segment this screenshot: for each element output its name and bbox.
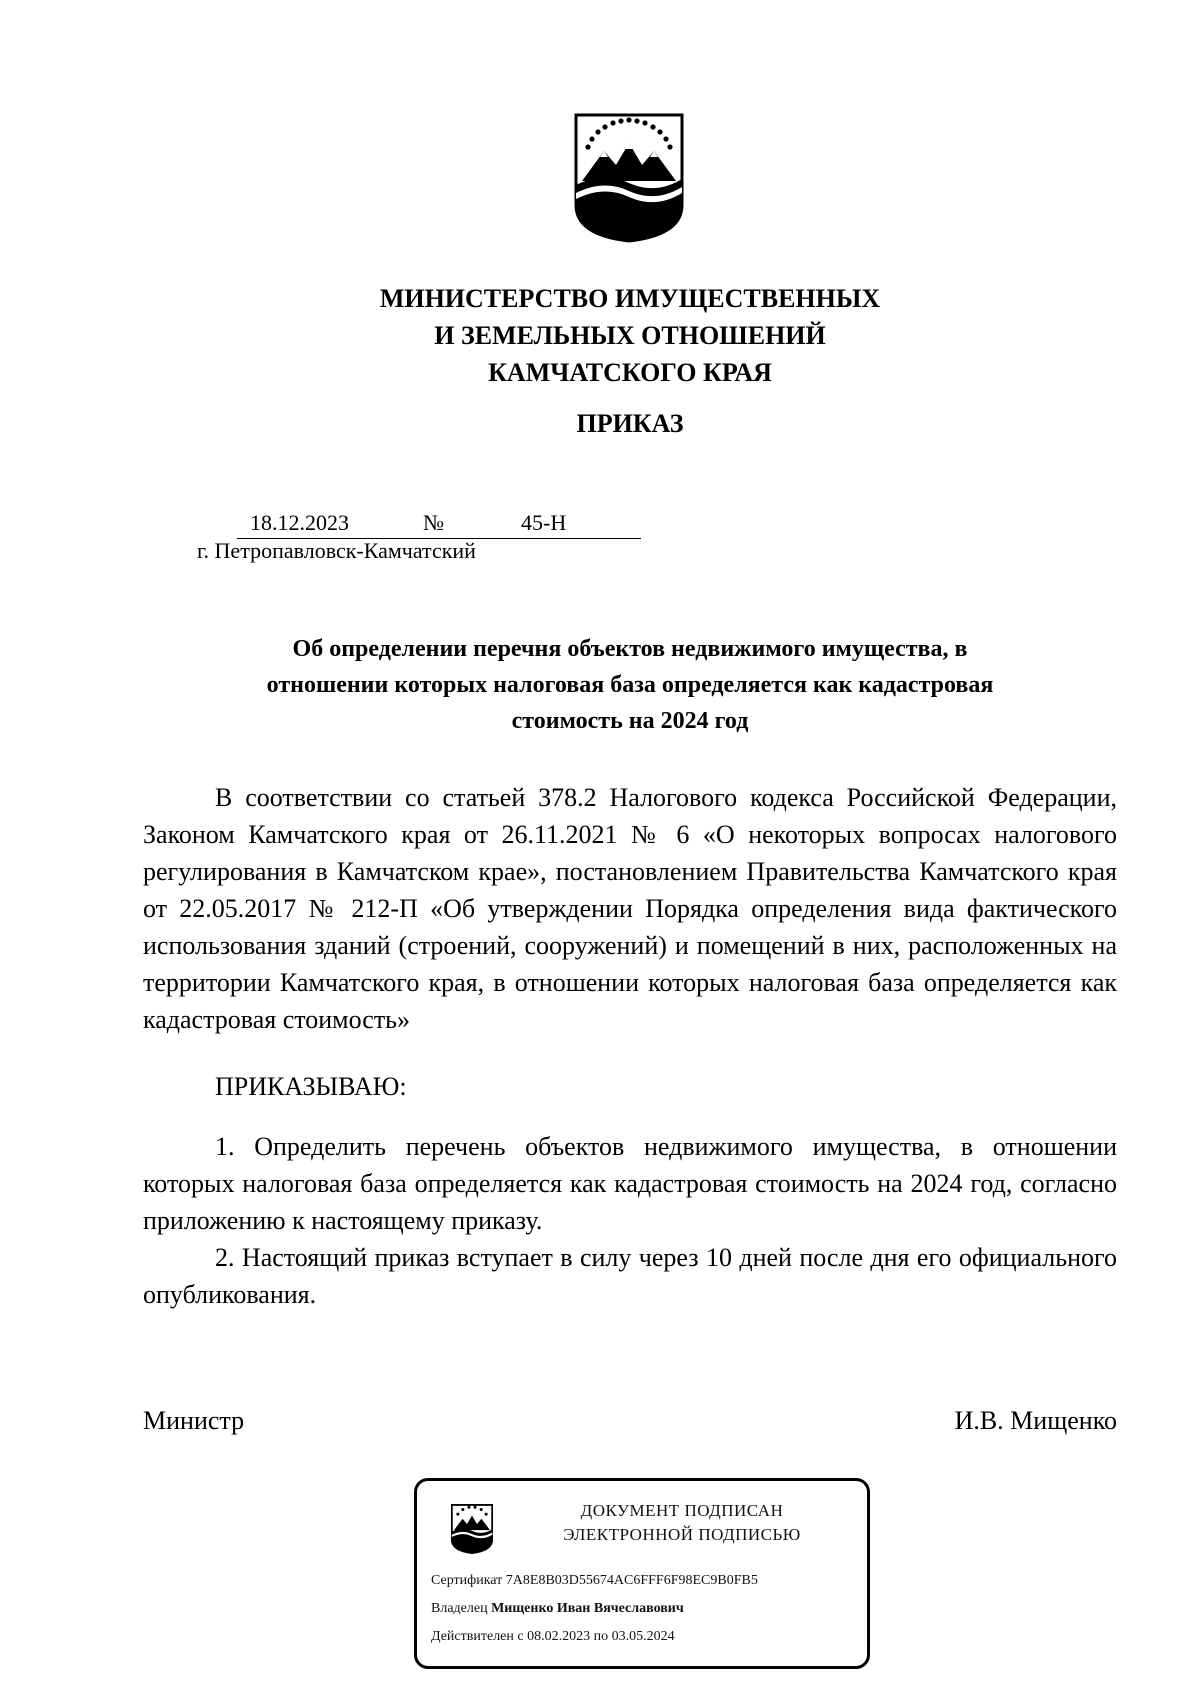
order-item-2: 2. Настоящий приказ вступает в силу через 10 дней после дня его официального опубликования. [143, 1243, 1117, 1309]
subject-line-2: отношении которых налоговая база определяется как кадастровая [266, 672, 994, 698]
ministry-line-2: И ЗЕМЕЛЬНЫХ ОТНОШЕНИЙ [434, 321, 826, 350]
command-word: ПРИКАЗЫВАЮ: [215, 1072, 407, 1101]
order-date-number-line [237, 510, 641, 539]
preamble-paragraph: В соответствии со статьей 378.2 Налогового кодекса Российской Федерации, Законом Камчатского края от 26.11.2021 № 6 «О некоторых вопросах налогового регулирования в Камчатском крае», постановлением Правительства Камчатского края от 22.05.2017 № 212-П «Об утверждении Порядка определения вида фактического использования зданий (строений, сооружений) и помещений в них, расположенных на территории Камчатского края, в отношении которых налоговая база определяется как кадастровая стоимость» [143, 783, 1117, 1034]
certificate-value: 7A8E8B03D55674AC6FFF6F98EC9B0FB5 [505, 1573, 758, 1588]
document-type: ПРИКАЗ [576, 409, 684, 438]
certificate-label: Сертификат [431, 1573, 503, 1588]
stamp-certificate [431, 1573, 758, 1589]
ministry-line-1: МИНИСТЕРСТВО ИМУЩЕСТВЕННЫХ [379, 284, 881, 313]
stamp-validity [431, 1629, 675, 1645]
subject-line-1: Об определении перечня объектов недвижимого имущества, в [292, 636, 968, 662]
order-item-1: 1. Определить перечень объектов недвижимого имущества, в отношении которых налоговая база определяется как кадастровая стоимость на 2024 год, согласно приложению к настоящему приказу. [143, 1132, 1117, 1235]
order-date: 18.12.2023 [250, 510, 349, 535]
ministry-name [200, 280, 1060, 391]
ministry-line-3: КАМЧАТСКОГО КРАЯ [488, 358, 772, 387]
signatory-role: Министр [143, 1406, 245, 1435]
order-number: 45-Н [521, 510, 567, 535]
stamp-title-line-2: ЭЛЕКТРОННОЙ ПОДПИСЬЮ [563, 1525, 801, 1544]
number-sign: № [423, 510, 444, 535]
subject-line-3: стоимость на 2024 год [511, 708, 749, 734]
valid-from: 08.02.2023 [527, 1629, 591, 1644]
stamp-emblem-icon [451, 1503, 493, 1555]
stamp-title [503, 1499, 861, 1547]
owner-value: Мищенко Иван Вячеславович [491, 1601, 684, 1616]
signatory-name: И.В. Мищенко [954, 1406, 1117, 1435]
stamp-owner [431, 1601, 684, 1617]
stamp-title-line-1: ДОКУМЕНТ ПОДПИСАН [580, 1501, 784, 1520]
valid-label: Действителен с [431, 1629, 524, 1644]
order-subject [180, 631, 1080, 739]
coat-of-arms-emblem [574, 113, 684, 243]
order-city: г. Петропавловск-Камчатский [197, 538, 476, 563]
valid-to: 03.05.2024 [611, 1629, 675, 1644]
valid-to-label: по [593, 1629, 609, 1644]
owner-label: Владелец [431, 1601, 488, 1616]
electronic-signature-stamp [414, 1478, 870, 1669]
